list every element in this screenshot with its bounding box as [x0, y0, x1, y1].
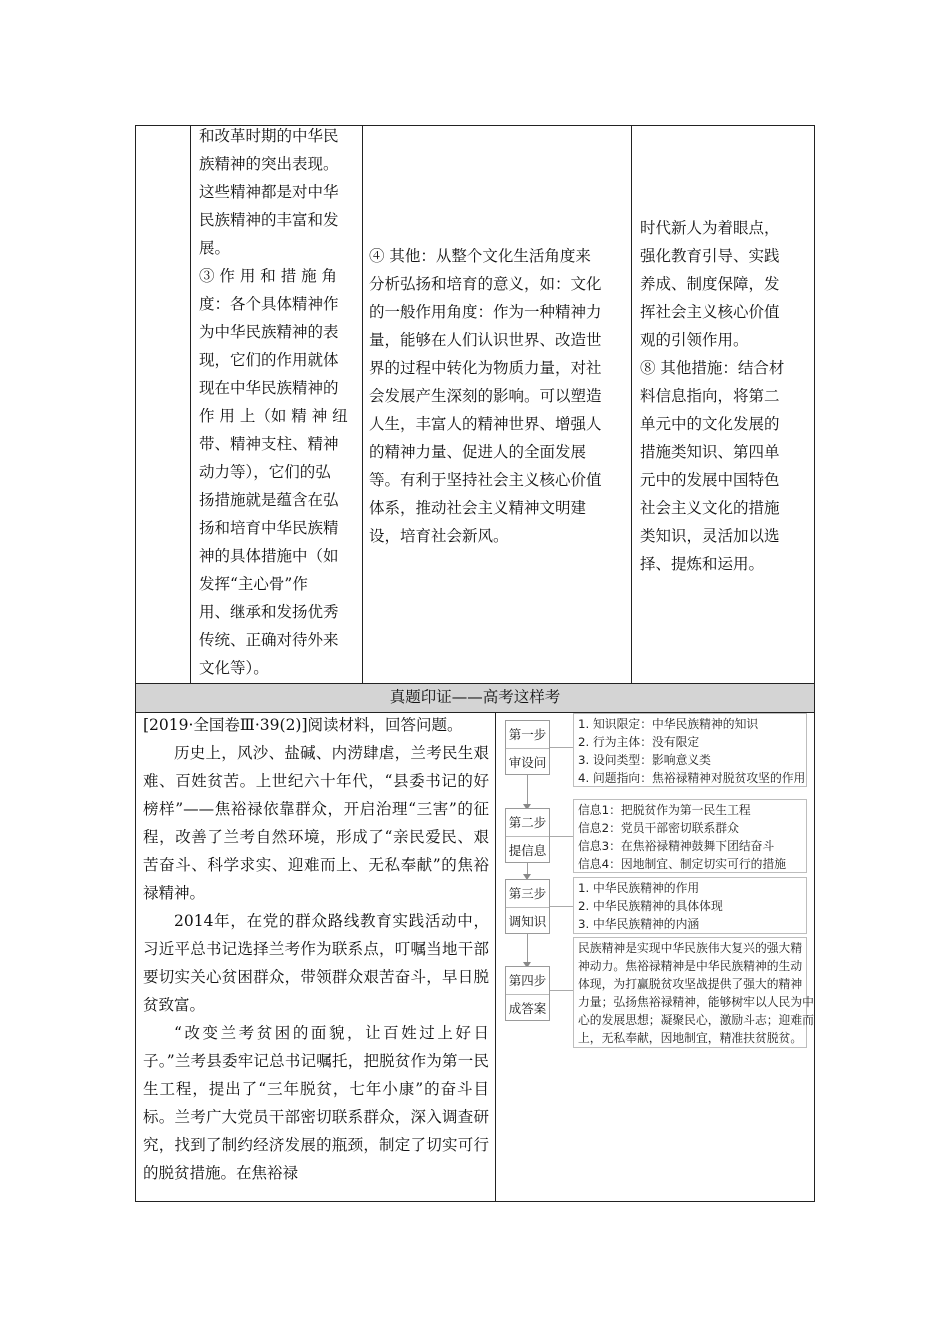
col3-line: 体系，推动社会主义精神文明建: [369, 499, 587, 517]
col3-cell: [369, 242, 625, 550]
col3-line: 等。有利于坚持社会主义核心价值: [369, 471, 602, 489]
col4-line: 社会主义文化的措施: [640, 499, 780, 517]
col4-line: 强化教育引导、实践: [640, 247, 780, 265]
col2-line: 和改革时期的中华民: [199, 127, 339, 145]
col4-line: 单元中的文化发展的: [640, 415, 780, 433]
step-4-item: 神动力。焦裕禄精神是中华民族精神的生动: [578, 959, 803, 973]
step-1-box: [505, 720, 550, 775]
col4-cell: [640, 214, 808, 578]
step-2-item: 信息4：因地制宜、制定切实可行的措施: [578, 857, 787, 871]
col2-line: 族精神的突出表现。: [199, 155, 339, 173]
col2-line: 扬措施就是蕴含在弘: [199, 491, 339, 509]
step-1-details: [573, 713, 807, 787]
lower-column-divider: [495, 712, 496, 1202]
col2-line: 为中华民族精神的表: [199, 323, 339, 341]
col4-line: 择、提炼和运用。: [640, 555, 765, 573]
col3-line: 的精神力量、促进人的全面发展: [369, 443, 587, 461]
step-4-item: 上，无私奉献，因地制宜，精准扶贫脱贫。: [578, 1031, 803, 1045]
step-3-item: 2. 中华民族精神的具体体现: [578, 899, 723, 913]
step-4-details: [573, 937, 814, 1048]
step-4-item: 心的发展思想；凝聚民心，激励斗志；迎难而: [578, 1013, 814, 1027]
col3-line: ④ 其他：从整个文化生活角度来: [369, 247, 591, 265]
column-divider-2: [362, 125, 363, 683]
step-2-details: [573, 799, 807, 873]
col2-line: 度：各个具体精神作: [199, 295, 339, 313]
step-2-box: [505, 808, 550, 863]
column-divider-3: [631, 125, 632, 683]
col3-line: 分析弘扬和培育的意义，如：文化: [369, 275, 602, 293]
question-paragraph-1: 历史上，风沙、盐碱、内涝肆虐，兰考民生艰难、百姓贫苦。上世纪六十年代，“县委书记的好榜样”——焦裕禄依靠群众，开启治理“三害”的征程，改善了兰考自然环境，形成了“亲民爱民、艰苦奋斗、科学求实、迎难而上、无私奉献”的焦裕禄精神。: [143, 744, 489, 902]
col2-line: 神的具体措施中（如: [199, 547, 339, 565]
col2-line: ③ 作 用 和 措 施 角: [199, 267, 338, 285]
col3-line: 量，能够在人们认识世界、改造世: [369, 331, 602, 349]
step-4-name: 成答案: [506, 994, 549, 1022]
col2-line: 带、精神支柱、精神: [199, 435, 339, 453]
table-right-border: [814, 125, 815, 1202]
col3-line: 会发展产生深刻的影响。可以塑造: [369, 387, 602, 405]
step-1-item: 2. 行为主体：没有限定: [578, 735, 700, 749]
col4-line: 类知识，灵活加以选: [640, 527, 780, 545]
step-4-item: 民族精神是实现中华民族伟大复兴的强大精: [578, 941, 803, 955]
link-1: [549, 747, 574, 748]
col2-line: 作 用 上（如 精 神 纽: [199, 407, 348, 425]
step-3-name: 调知识: [506, 907, 549, 935]
col4-line: 挥社会主义核心价值: [640, 303, 780, 321]
col2-line: 用、继承和发扬优秀: [199, 603, 339, 621]
step-4-item: 力量；弘扬焦裕禄精神，能够树牢以人民为中: [578, 995, 814, 1009]
step-3-item: 1. 中华民族精神的作用: [578, 881, 700, 895]
col3-line: 界的过程中转化为物质力量，对社: [369, 359, 602, 377]
step-1-number: 第一步: [508, 727, 547, 742]
step-1-item: 3. 设问类型：影响意义类: [578, 753, 711, 767]
col2-line: 这些精神都是对中华: [199, 183, 339, 201]
step-3-number: 第三步: [508, 886, 547, 901]
section-band: [136, 684, 814, 712]
col4-line: 元中的发展中国特色: [640, 471, 780, 489]
col3-line: 设，培育社会新风。: [369, 527, 509, 545]
col2-line: 现，它们的作用就体: [199, 351, 339, 369]
col3-line: 人生，丰富人的精神世界、增强人: [369, 415, 602, 433]
col3-line: 的一般作用角度：作为一种精神力: [369, 303, 602, 321]
step-2-item: 信息3：在焦裕禄精神鼓舞下团结奋斗: [578, 839, 775, 853]
step-2-item: 信息1：把脱贫作为第一民生工程: [578, 803, 751, 817]
step-3-item: 3. 中华民族精神的内涵: [578, 917, 700, 931]
col2-line: 展。: [199, 239, 231, 257]
col2-line: 现在中华民族精神的: [199, 379, 339, 397]
col4-line: ⑧ 其他措施：结合材: [640, 359, 785, 377]
col2-line: 扬和培育中华民族精: [199, 519, 339, 537]
col4-line: 措施类知识、第四单: [640, 443, 780, 461]
question-source: [2019·全国卷Ⅲ·39(2)]阅读材料，回答问题。: [143, 716, 463, 734]
col4-line: 观的引领作用。: [640, 331, 749, 349]
table-bottom-border: [135, 1201, 815, 1202]
step-3-box: [505, 879, 550, 934]
link-4: [549, 990, 574, 991]
col2-line: 动力等），它们的弘: [199, 463, 331, 481]
step-4-box: [505, 966, 550, 1021]
table-left-border: [135, 125, 136, 1202]
connector-1: [527, 774, 528, 806]
link-2: [549, 836, 574, 837]
col2-line: 民族精神的丰富和发: [199, 211, 339, 229]
col2-line: 传统、正确对待外来: [199, 631, 339, 649]
question-paragraph-3: “改变兰考贫困的面貌，让百姓过上好日子。”兰考县委牢记总书记嘱托，把脱贫作为第一民生工程，提出了“三年脱贫，七年小康”的奋斗目标。兰考广大党员干部密切联系群众，深入调查研究，找到了制约经济发展的瓶颈，制定了切实可行的脱贫措施。在焦裕禄: [143, 1024, 489, 1182]
step-1-item: 1. 知识限定：中华民族精神的知识: [578, 717, 759, 731]
col2-cell: [199, 122, 357, 682]
step-4-item: 体现，为打赢脱贫攻坚战提供了强大的精神: [578, 977, 803, 991]
col2-line: 发挥“主心骨”作: [199, 575, 308, 593]
connector-3: [527, 934, 528, 964]
col2-line: 文化等）。: [199, 659, 269, 677]
step-1-item: 4. 问题指向：焦裕禄精神对脱贫攻坚的作用: [578, 771, 806, 785]
step-4-number: 第四步: [508, 973, 547, 988]
question-cell: [143, 711, 489, 1187]
col4-line: 养成、制度保障，发: [640, 275, 780, 293]
column-divider-1: [190, 125, 191, 683]
col4-line: 料信息指向，将第二: [640, 387, 780, 405]
step-2-number: 第二步: [508, 815, 547, 830]
step-3-details: [573, 877, 807, 934]
col4-line: 时代新人为着眼点，: [640, 219, 780, 237]
step-1-name: 审设问: [506, 748, 549, 776]
question-paragraph-2: 2014年，在党的群众路线教育实践活动中，习近平总书记选择兰考作为联系点，叮嘱当地干部要切实关心贫困群众，带领群众艰苦奋斗，早日脱贫致富。: [143, 912, 489, 1014]
step-2-name: 提信息: [506, 836, 549, 864]
section-title: 真题印证——高考这样考: [389, 688, 561, 706]
step-2-item: 信息2：党员干部密切联系群众: [578, 821, 739, 835]
link-3: [549, 906, 574, 907]
